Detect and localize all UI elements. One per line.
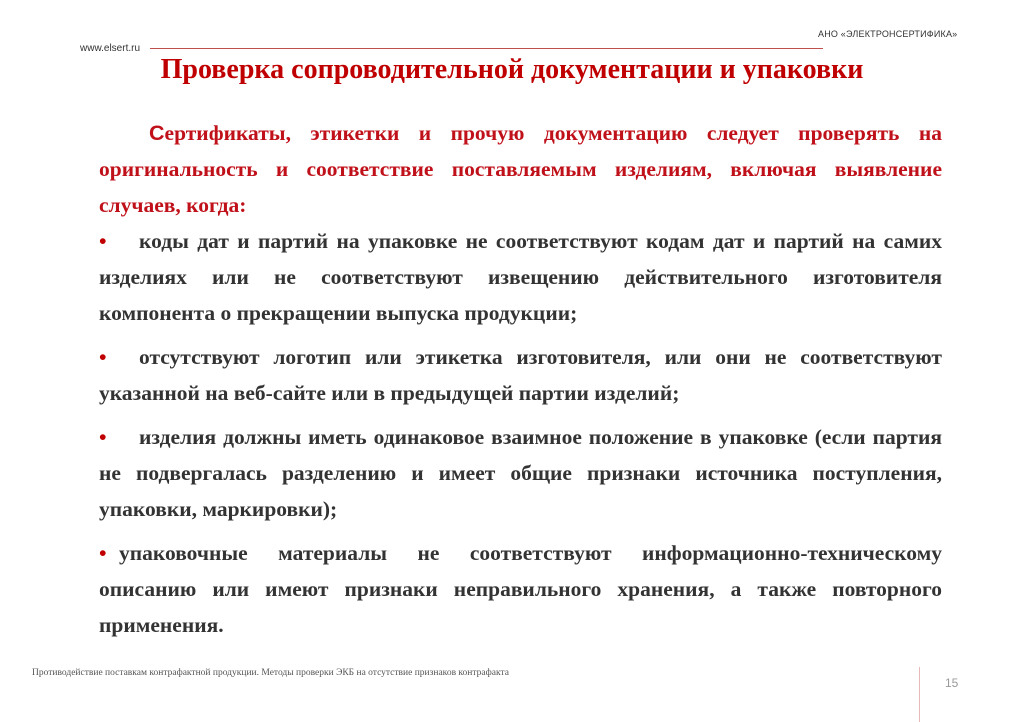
footer-caption: Противодействие поставкам контрафактной продукции. Методы проверки ЭКБ на отсутствие признаков контрафакта bbox=[32, 668, 509, 678]
list-item bbox=[99, 535, 942, 643]
list-item-text: изделия должны иметь одинаковое взаимное положение в упаковке (если партия не подвергалась разделению и имеет общие признаки источника поступления, упаковки, маркировки); bbox=[99, 425, 942, 521]
list-item bbox=[99, 223, 942, 331]
bullet-marker: • bbox=[99, 345, 107, 369]
bullet-marker: • bbox=[99, 229, 107, 253]
list-item bbox=[99, 419, 942, 527]
organization-name: АНО «ЭЛЕКТРОНСЕРТИФИКА» bbox=[818, 29, 958, 39]
header-divider bbox=[150, 48, 823, 49]
intro-text: ертификаты, этикетки и прочую документацию следует проверять на оригинальность и соответствие поставляемым изделиям, включая выявление случаев, когда: bbox=[99, 121, 942, 217]
footer-divider bbox=[919, 667, 920, 722]
bullet-marker: • bbox=[99, 425, 107, 449]
list-item bbox=[99, 339, 942, 411]
page-number: 15 bbox=[945, 676, 959, 690]
page-title: Проверка сопроводительной документации и упаковки bbox=[160, 54, 864, 85]
list-item-text: упаковочные материалы не соответствуют информационно-техническому описанию или имеют признаки неправильного хранения, а также повторного применения. bbox=[99, 541, 942, 637]
list-item-text: отсутствуют логотип или этикетка изготовителя, или они не соответствуют указанной на веб-сайте или в предыдущей партии изделий; bbox=[99, 345, 942, 405]
intro-first-letter: С bbox=[149, 121, 165, 145]
website-link[interactable]: www.elsert.ru bbox=[80, 43, 141, 54]
intro-paragraph bbox=[99, 115, 942, 223]
bullet-marker: • bbox=[99, 541, 107, 565]
slide-body bbox=[99, 115, 942, 643]
list-item-text: коды дат и партий на упаковке не соответствуют кодам дат и партий на самих изделиях или не соответствуют извещению действительного изготовителя компонента о прекращении выпуска продукции; bbox=[99, 229, 942, 325]
